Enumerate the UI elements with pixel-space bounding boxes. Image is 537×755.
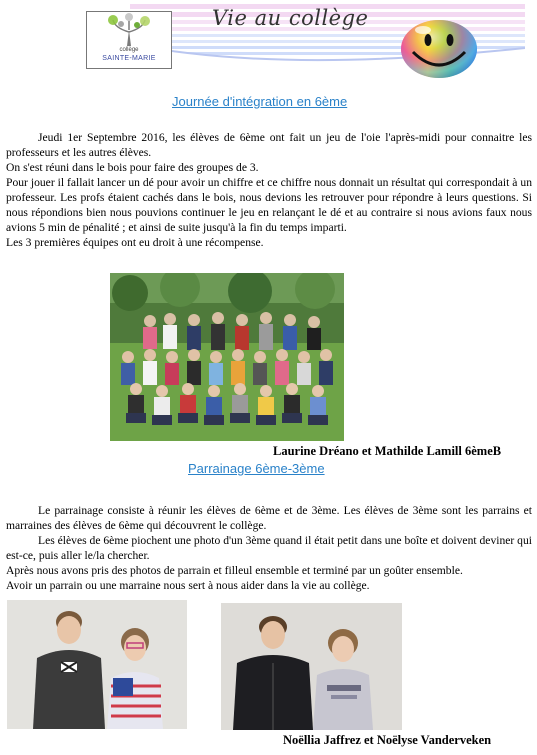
article-text [6, 130, 532, 250]
page-header [0, 0, 537, 90]
sponsor-photo-left [7, 600, 187, 729]
logo-text-college: collège [119, 47, 139, 53]
article-heading: Parrainage 6ème-3ème [188, 461, 325, 476]
paragraph: Jeudi 1er Septembre 2016, les élèves de 6ème ont fait un jeu de l'oie l'après-midi pour connaitre les professeurs et les autres élèves. [6, 131, 532, 159]
photo-caption: Laurine Dréano et Mathilde Lamill 6èmeB [273, 444, 502, 458]
photo-caption: Noëllia Jaffrez et Noëlyse Vanderveken [283, 733, 492, 747]
paragraph: Pour jouer il fallait lancer un dé pour avoir un chiffre et ce chiffre nous donnait un résultat qui correspondait à un professeur. Les profs étaient cachés dans le bois, nous devions les retrouver pour répondre à leurs questions. Si nous répondions bien nous pouvions continuer le jeu en relançant le dé et au contraire si nous avions faux nous avions 5 min de pénalité ; et ainsi de suite jusqu'à la fin du temps imparti. [6, 176, 532, 234]
paragraph: Le parrainage consiste à réunir les élèves de 6ème et de 3ème. Les élèves de 3ème sont les parrains et marraines des élèves de 6ème qui découvrent le collège. [6, 504, 532, 532]
paragraph: Les 3 premières équipes ont eu droit à une récompense. [6, 236, 264, 249]
paragraph: Avoir un parrain ou une marraine nous sert à nous aider dans la vie au collège. [6, 579, 370, 592]
group-photo [110, 273, 344, 441]
smiley-icon [399, 18, 479, 80]
logo-text-name: SAINTE-MARIE [102, 55, 156, 62]
page-title: Vie au collège [212, 6, 369, 30]
tree-logo-icon [87, 12, 171, 48]
article-heading: Journée d'intégration en 6ème [172, 94, 348, 109]
sponsor-photo-right [221, 603, 402, 730]
paragraph: Après nous avons pris des photos de parrain et filleul ensemble et terminé par un goûter ensemble. [6, 564, 463, 577]
article-text [6, 503, 532, 593]
school-logo [86, 11, 172, 69]
paragraph: On s'est réuni dans le bois pour faire des groupes de 3. [6, 161, 259, 174]
paragraph: Les élèves de 6ème piochent une photo d'un 3ème quand il était petit dans une boîte et doivent deviner qui est-ce, puis aller le/la chercher. [6, 534, 532, 562]
